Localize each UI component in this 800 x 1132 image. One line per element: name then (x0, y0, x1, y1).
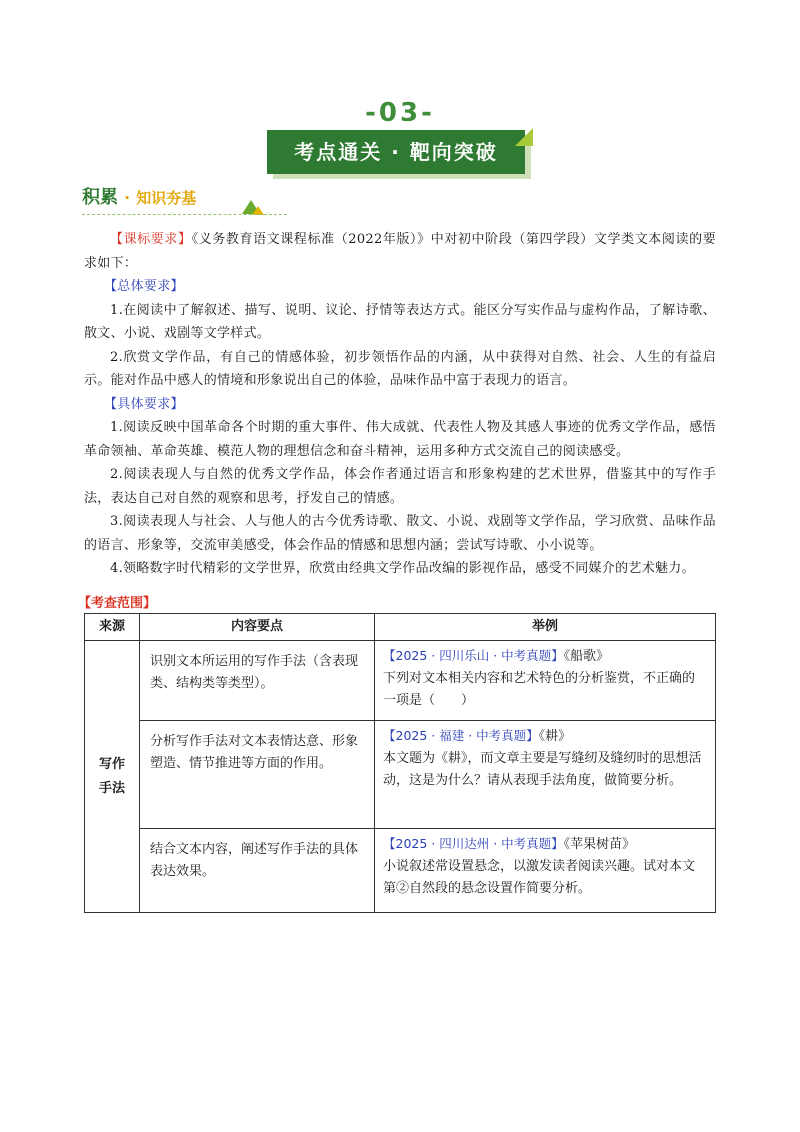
example-title: 《耕》 (538, 729, 572, 744)
specific-item: 2.阅读表现人与自然的优秀文学作品，体会作者通过语言和形象构建的艺术世界，借鉴其中的写作手法，表达自己对自然的观察和思考，抒发自己的情感。 (84, 467, 716, 506)
banner-corner-decoration (515, 128, 533, 146)
header-example: 举例 (375, 614, 716, 641)
example-text: 小说叙述常设置悬念，以激发读者阅读兴趣。试对本文第②自然段的悬念设置作简要分析。 (383, 859, 696, 896)
example-title: 《船歌》 (563, 649, 610, 664)
badge-dot: · (124, 189, 130, 207)
overall-tag: 【总体要求】 (104, 279, 184, 294)
specific-tag: 【具体要求】 (104, 396, 184, 412)
key-point-cell: 结合文本内容，阐述写作手法的具体表达效果。 (140, 829, 375, 913)
range-title: 【考查范围】 (78, 596, 157, 611)
header-key-points: 内容要点 (140, 614, 375, 641)
example-text: 下列对文本相关内容和艺术特色的分析鉴赏，不正确的一项是（ ） (383, 671, 696, 708)
table-row (85, 829, 716, 913)
specific-item: 1.阅读反映中国革命各个时期的重大事件、伟大成就、代表性人物及其感人事迹的优秀文学作品，感悟革命领袖、革命英雄、模范人物的理想信念和奋斗精神，运用多种方式交流自己的阅读感受。 (84, 420, 716, 459)
example-cell (375, 829, 716, 913)
overall-item: 1.在阅读中了解叙述、描写、说明、议论、抒情等表达方式。能区分写实作品与虚构作品，了解诗歌、散文、小说、戏剧等文学样式。 (84, 302, 716, 341)
example-text: 本文题为《耕》，而文章主要是写缝纫及缝纫时的思想活动，这是为什么？请从表现手法角度，做简要分析。 (383, 751, 702, 788)
standards-tag: 【课标要求】 (110, 232, 192, 247)
example-title: 《苹果树苗》 (563, 837, 636, 852)
overall-item: 2.欣赏文学作品，有自己的情感体验，初步领悟作品的内涵，从中获得对自然、社会、人生的有益启示。能对作品中感人的情境和形象说出自己的体验，品味作品中富于表现力的语言。 (84, 349, 716, 388)
key-point-cell: 分析写作手法对文本表情达意、形象塑造、情节推进等方面的作用。 (140, 721, 375, 829)
table-row (85, 721, 716, 829)
example-cell (375, 721, 716, 829)
table-header-row (85, 614, 716, 641)
section-number: -03- (365, 98, 435, 128)
example-tag: 【2025 · 四川乐山 · 中考真题】 (383, 648, 564, 663)
badge-underline (82, 214, 287, 215)
badge-main: 积累 (82, 187, 118, 208)
badge-sub: 知识夯基 (136, 189, 197, 207)
standards-intro: 【课标要求】《义务教育语文课程标准（2022年版）》中对初中阶段（第四学段）文学类文本阅读的要求如下： (84, 232, 716, 271)
header-source: 来源 (85, 614, 140, 641)
range-table (84, 613, 716, 913)
standards-content (84, 228, 716, 581)
specific-item: 3.阅读表现人与社会、人与他人的古今优秀诗歌、散文、小说、戏剧等文学作品，学习欣赏、品味作品的语言、形象等，交流审美感受，体会作品的情感和思想内涵；尝试写诗歌、小小说等。 (84, 514, 716, 553)
table-row (85, 641, 716, 721)
source-text: 写作手法 (98, 756, 125, 796)
example-tag: 【2025 · 四川达州 · 中考真题】 (383, 836, 564, 851)
key-point-cell: 识别文本所运用的写作手法（含表现类、结构类等类型）。 (140, 641, 375, 721)
example-tag: 【2025 · 福建 · 中考真题】 (383, 728, 539, 743)
source-cell (85, 641, 140, 913)
section-banner: 考点通关 · 靶向突破 (267, 130, 525, 174)
specific-item: 4.领略数字时代精彩的文学世界，欣赏由经典文学作品改编的影视作品，感受不同媒介的艺术魅力。 (110, 561, 695, 576)
accumulation-badge (82, 183, 196, 209)
example-cell (375, 641, 716, 721)
